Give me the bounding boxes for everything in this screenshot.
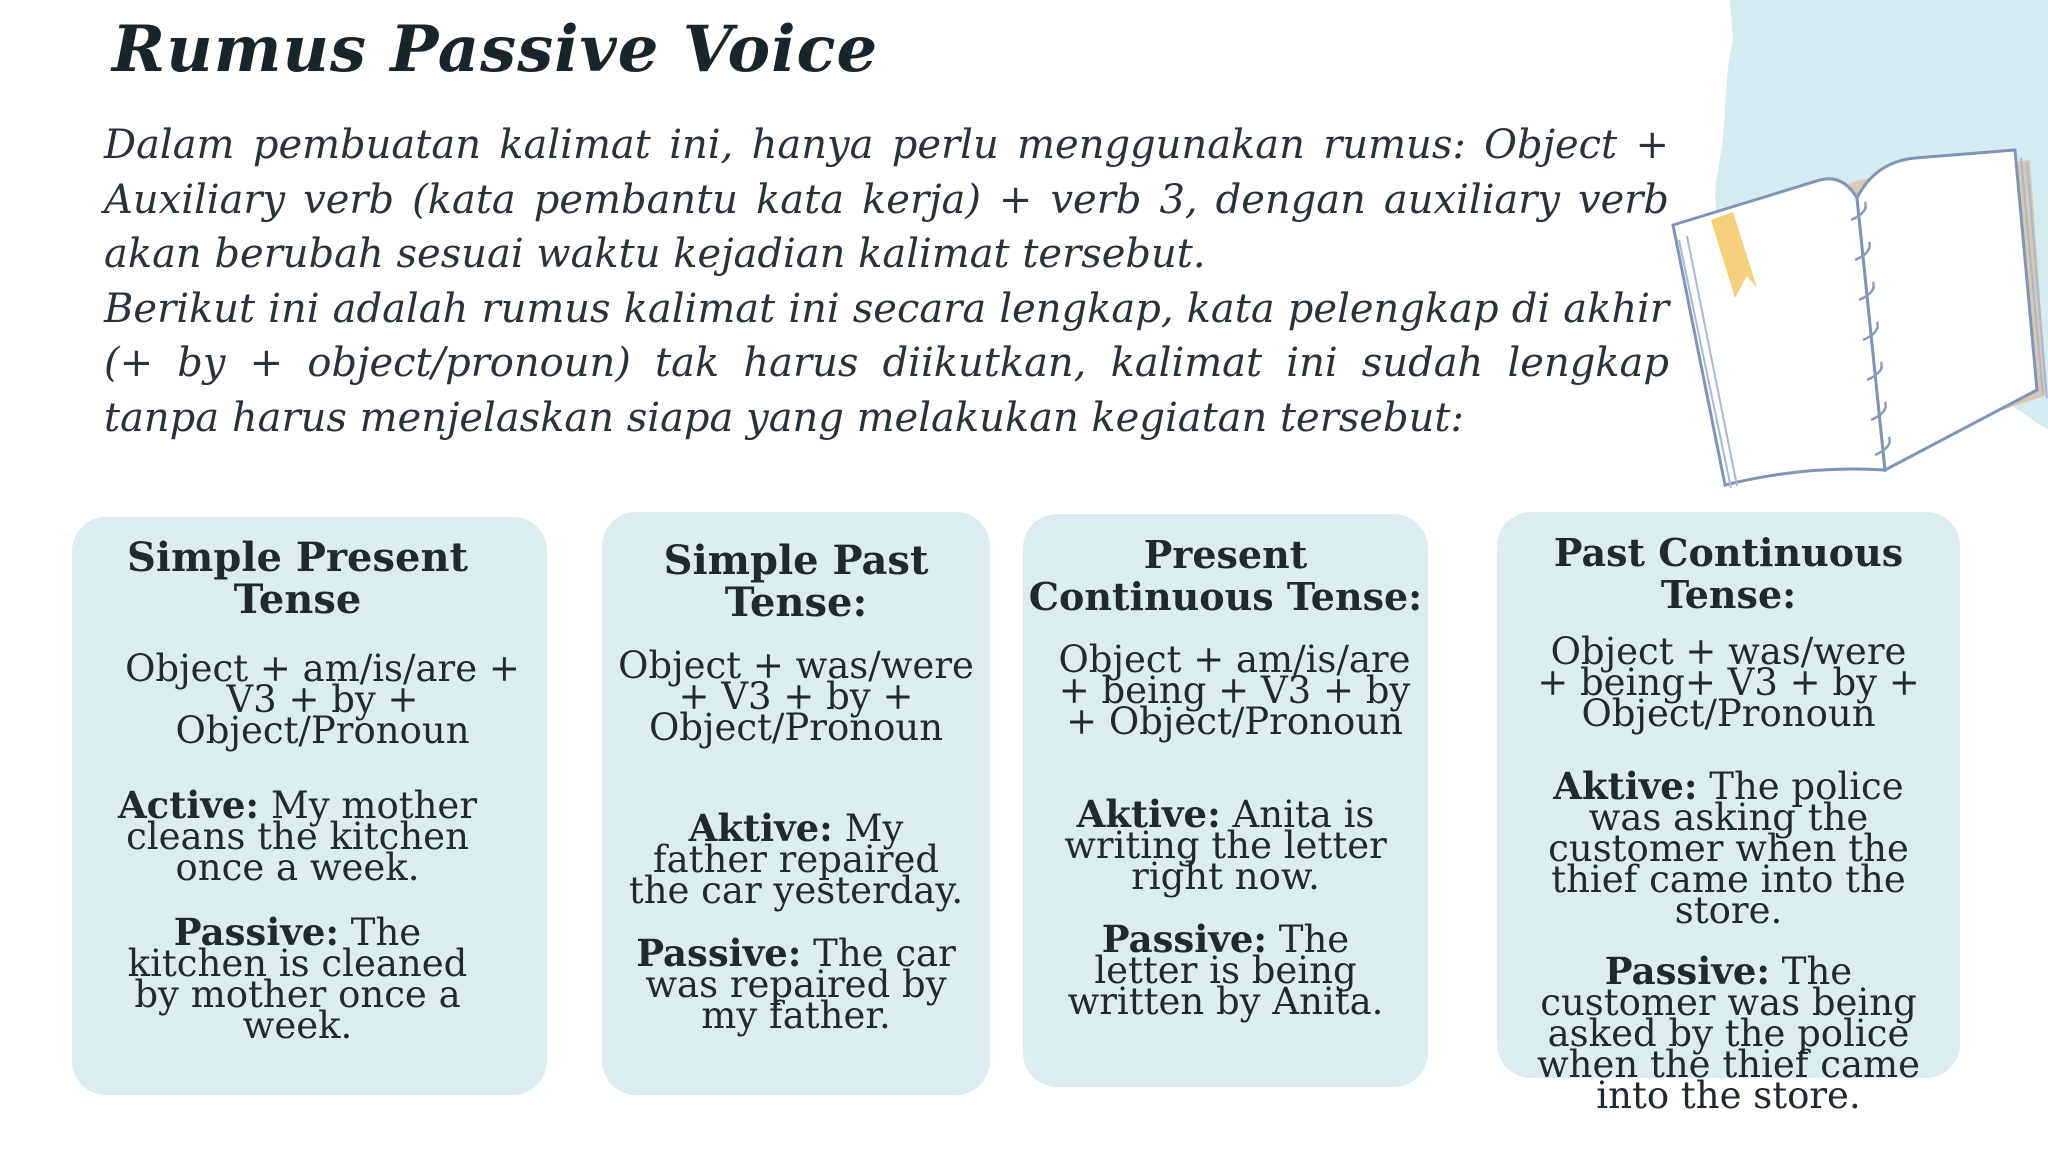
card-active-example <box>610 806 982 912</box>
page-title: Rumus Passive Voice <box>112 12 879 87</box>
passive-label: Passive: <box>1101 917 1268 961</box>
active-text: Anita is writing the letter right now. <box>1064 793 1387 898</box>
card-passive-example <box>610 931 982 1037</box>
card-formula: Object + am/is/are + being + V3 + by + Object/Pronoun <box>1058 638 1411 743</box>
active-label: Aktive: <box>688 806 833 850</box>
card-title: Past Continuous Tense: <box>1553 530 1904 617</box>
passive-label: Passive: <box>636 931 802 975</box>
intro-paragraph: Berikut ini adalah rumus kalimat ini secara lengkap, kata pelengkap di akhir (+ by + object/pronoun) tak harus diikutkan, kalimat ini sudah lengkap tanpa harus menjelaskan siapa yang melakukan kegiatan tersebut: <box>104 285 1669 441</box>
card-present-continuous <box>1023 514 1428 1087</box>
card-title: Simple Present Tense <box>126 534 469 623</box>
active-text: My mother cleans the kitchen once a week. <box>126 784 478 889</box>
active-text: My father repaired the car yesterday. <box>628 807 964 912</box>
card-formula: Object + am/is/are + V3 + by + Object/Pronoun <box>125 647 520 752</box>
card-active-example <box>1511 764 1946 932</box>
card-passive-example <box>1027 917 1424 1023</box>
active-label: Active: <box>117 783 260 827</box>
card-passive-example <box>1511 949 1946 1117</box>
card-formula: Object + was/were + being+ V3 + by + Object/Pronoun <box>1537 630 1920 735</box>
open-book-icon <box>1655 140 2048 490</box>
intro-paragraph: Dalam pembuatan kalimat ini, hanya perlu menggunakan rumus: Object + Auxiliary verb (kata pembantu kata kerja) + verb 3, dengan auxiliary verb akan berubah sesuai waktu kejadian kalimat tersebut. <box>104 122 1669 277</box>
card-simple-present <box>72 517 547 1095</box>
card-past-continuous <box>1497 512 1960 1117</box>
passive-text: The car was repaired by my father. <box>645 932 956 1037</box>
passive-text: The letter is being written by Anita. <box>1067 918 1384 1023</box>
active-label: Aktive: <box>1553 764 1698 808</box>
card-simple-past <box>602 512 990 1095</box>
passive-label: Passive: <box>173 910 340 954</box>
active-label: Aktive: <box>1076 792 1221 836</box>
card-active-example <box>102 783 533 889</box>
card-title: Simple Past Tense: <box>663 537 929 626</box>
passive-text: The kitchen is cleaned by mother once a week. <box>127 911 468 1047</box>
passive-label: Passive: <box>1604 949 1771 993</box>
passive-text: The customer was being asked by the police when the thief came into the store. <box>1537 950 1920 1117</box>
card-formula: Object + was/were + V3 + by + Object/Pronoun <box>618 644 974 749</box>
active-text: The police was asking the customer when the thief came into the store. <box>1548 765 1909 932</box>
intro-text <box>104 118 1669 445</box>
card-passive-example <box>102 910 533 1047</box>
card-title: Present Continuous Tense: <box>1028 532 1423 619</box>
card-active-example <box>1027 792 1424 898</box>
